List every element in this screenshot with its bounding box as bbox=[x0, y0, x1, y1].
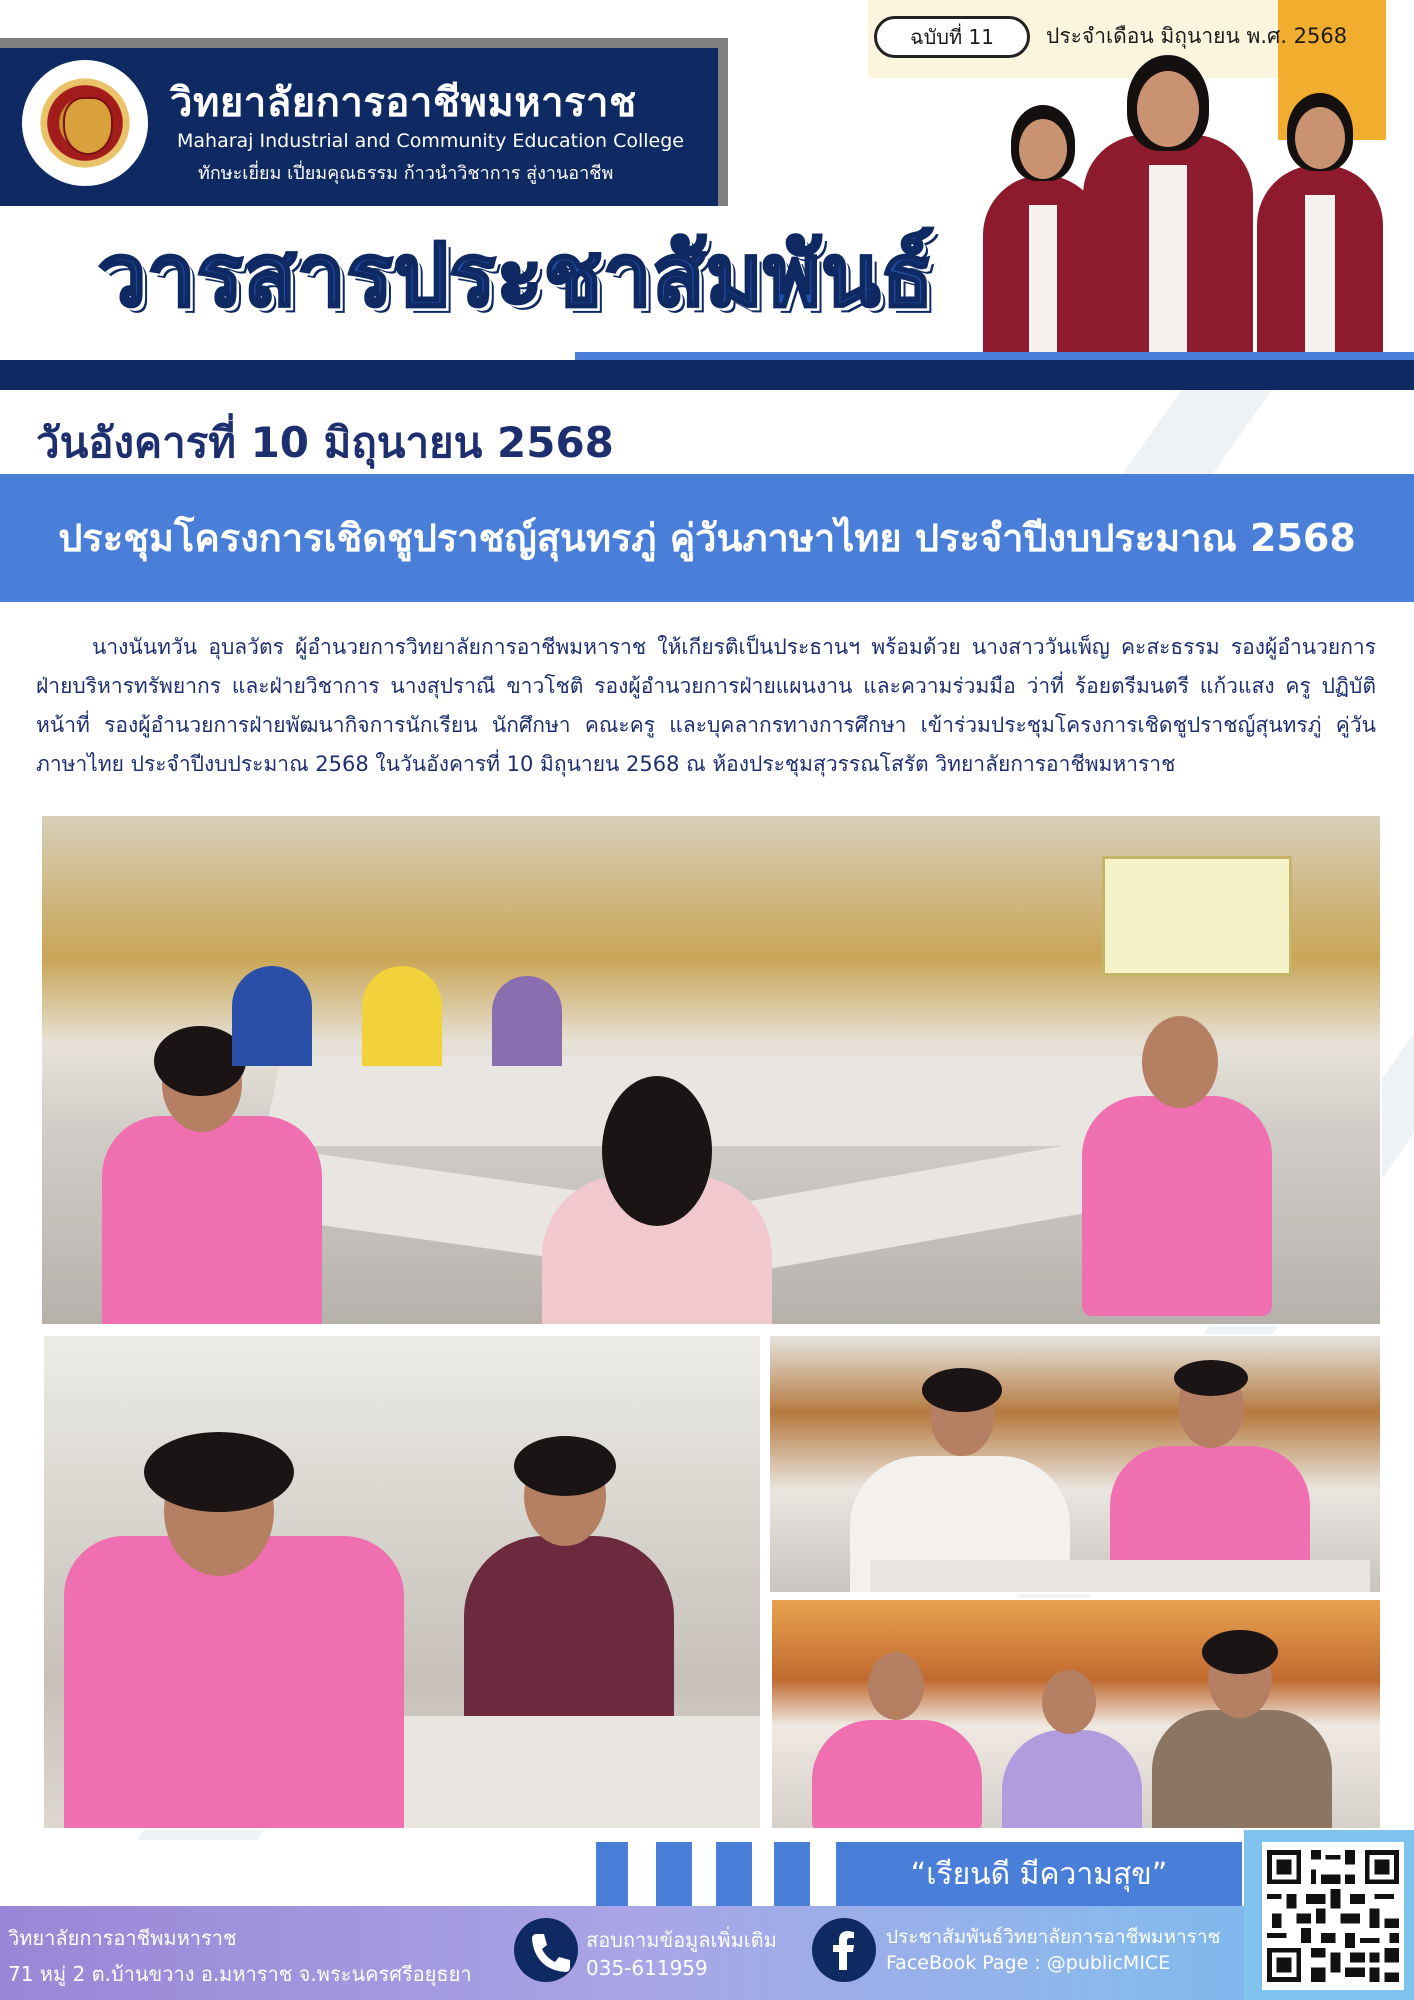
slogan-stripe bbox=[774, 1842, 810, 1908]
college-name-en: Maharaj Industrial and Community Education College bbox=[177, 130, 684, 152]
phone-icon bbox=[514, 1918, 578, 1982]
issue-number-badge: ฉบับที่ 11 bbox=[874, 16, 1030, 58]
meeting-photo-main bbox=[40, 814, 1382, 1326]
article-body: นางนันทวัน อุบลวัตร ผู้อำนวยการวิทยาลัยการอาชีพมหาราช ให้เกียรติเป็นประธานฯ พร้อมด้วย นางสาววันเพ็ญ คะสะธรรม รองผู้อำนวยการฝ่ายบริหารทรัพยากร และฝ่ายวิชาการ นางสุปราณี ขาวโชติ รองผู้อำนวยการฝ่ายแผนงาน และความร่วมมือ ว่าที่ ร้อยตรีมนตรี แก้วแสง ครู ปฏิบัติหน้าที่ รองผู้อำนวยการฝ่ายพัฒนากิจการนักเรียน นักศึกษา คณะครู และบุคลากรทางการศึกษา เข้าร่วมประชุมโครงการเชิดชูปราชญ์สุนทรภู่ คู่วันภาษาไทย ประจำปีงบประมาณ 2568 ในวันอังคารที่ 10 มิถุนายน 2568 ณ ห้องประชุมสุวรรณโสรัต วิทยาลัยการอาชีพมหาราช bbox=[36, 635, 1376, 776]
publication-title: วารสารประชาสัมพันธ์ bbox=[98, 226, 935, 326]
footer-college-name: วิทยาลัยการอาชีพมหาราช bbox=[8, 1926, 237, 1950]
footer-phone[interactable]: 035-611959 bbox=[586, 1956, 708, 1980]
executive-center bbox=[1083, 55, 1253, 355]
meeting-photo-4 bbox=[770, 1598, 1382, 1830]
header-divider-bar bbox=[0, 360, 1414, 390]
meeting-photo-3 bbox=[768, 1334, 1382, 1594]
footer-contact-label: สอบถามข้อมูลเพิ่มเติม bbox=[586, 1928, 777, 1952]
footer-facebook-label: ประชาสัมพันธ์วิทยาลัยการอาชีพมหาราช bbox=[886, 1926, 1221, 1948]
meeting-photo-2 bbox=[42, 1334, 762, 1830]
college-motto: ทักษะเยี่ยม เปี่ยมคุณธรรม ก้าวนำวิชาการ สู่งานอาชีพ bbox=[198, 163, 614, 184]
slogan: “เรียนดี มีความสุข” bbox=[836, 1842, 1242, 1908]
slogan-stripe bbox=[716, 1842, 752, 1908]
executives-photo bbox=[975, 55, 1405, 355]
seal-emblem bbox=[63, 97, 113, 155]
slogan-stripe bbox=[656, 1842, 692, 1908]
issue-month: ประจำเดือน มิถุนายน พ.ศ. 2568 bbox=[1046, 24, 1348, 48]
slogan-stripe bbox=[596, 1842, 628, 1908]
footer-facebook-page[interactable]: FaceBook Page : @publicMICE bbox=[886, 1952, 1171, 1974]
executive-right bbox=[1257, 93, 1383, 355]
footer-address: 71 หมู่ 2 ต.บ้านขวาง อ.มหาราช จ.พระนครศรีอยุธยา bbox=[8, 1962, 472, 1986]
background-stripe bbox=[1118, 390, 1271, 480]
article-date: วันอังคารที่ 10 มิถุนายน 2568 bbox=[36, 418, 614, 467]
article-headline: ประชุมโครงการเชิดชูปราชญ์สุนทรภู่ คู่วันภาษาไทย ประจำปีงบประมาณ 2568 bbox=[58, 516, 1356, 560]
college-seal-logo bbox=[22, 60, 148, 186]
qr-code[interactable] bbox=[1262, 1842, 1404, 1990]
college-name-th: วิทยาลัยการอาชีพมหาราช bbox=[170, 80, 637, 126]
facebook-icon bbox=[812, 1918, 876, 1982]
